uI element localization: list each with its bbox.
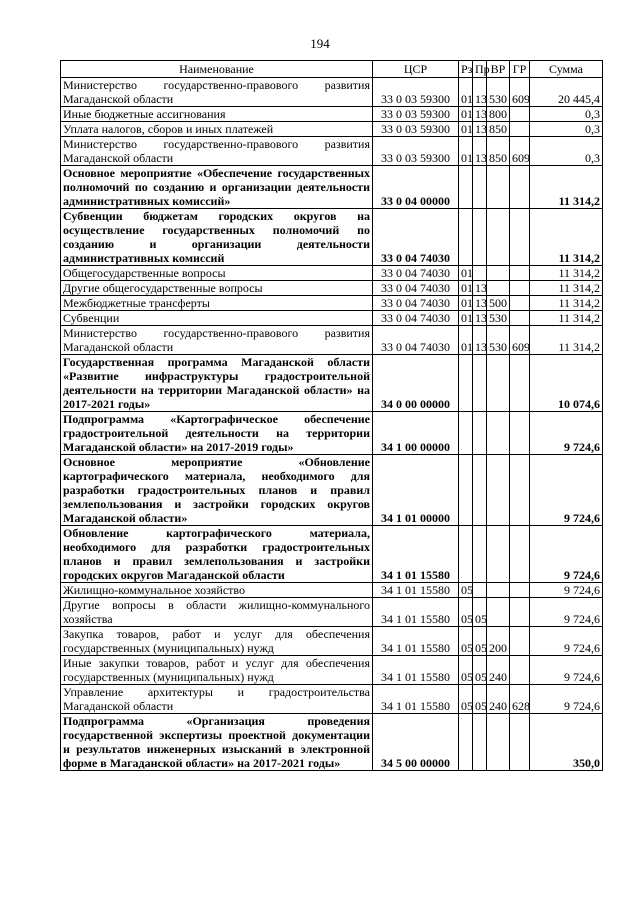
cell-rz [459, 714, 473, 771]
cell-csr: 33 0 04 00000 [373, 166, 459, 209]
cell-pr [473, 526, 487, 583]
cell-rz [459, 455, 473, 526]
cell-csr: 33 0 04 74030 [373, 281, 459, 296]
cell-pr: 13 [473, 122, 487, 137]
table-row [61, 598, 603, 627]
cell-sum: 20 445,4 [530, 78, 603, 107]
cell-sum: 10 074,6 [530, 355, 603, 412]
cell-pr [473, 166, 487, 209]
cell-gr [510, 714, 530, 771]
cell-csr: 34 1 01 15580 [373, 598, 459, 627]
cell-sum: 9 724,6 [530, 412, 603, 455]
cell-rz: 01 [459, 296, 473, 311]
cell-sum: 350,0 [530, 714, 603, 771]
cell-pr: 13 [473, 281, 487, 296]
cell-sum: 9 724,6 [530, 656, 603, 685]
cell-pr: 05 [473, 656, 487, 685]
cell-rz [459, 166, 473, 209]
table-row [61, 122, 603, 137]
cell-name: Другие общегосударственные вопросы [61, 281, 373, 296]
cell-gr [510, 355, 530, 412]
header-rz: Рз [459, 61, 473, 78]
table-row [61, 455, 603, 526]
budget-table [60, 60, 603, 771]
cell-name: Управление архитектуры и градостроительства Магаданской области [61, 685, 373, 714]
cell-gr [510, 412, 530, 455]
cell-rz [459, 355, 473, 412]
cell-name: Основное мероприятие «Обеспечение государственных полномочий по созданию и организации деятельности административных комиссий» [61, 166, 373, 209]
cell-rz: 01 [459, 326, 473, 355]
cell-csr: 33 0 03 59300 [373, 137, 459, 166]
cell-rz: 01 [459, 266, 473, 281]
cell-sum: 11 314,2 [530, 326, 603, 355]
cell-vr [487, 598, 510, 627]
cell-vr: 800 [487, 107, 510, 122]
cell-pr: 05 [473, 685, 487, 714]
table-row [61, 326, 603, 355]
cell-sum: 9 724,6 [530, 526, 603, 583]
cell-vr [487, 526, 510, 583]
cell-rz: 05 [459, 685, 473, 714]
cell-sum: 0,3 [530, 107, 603, 122]
table-row [61, 137, 603, 166]
cell-gr: 609 [510, 78, 530, 107]
cell-rz: 01 [459, 122, 473, 137]
cell-vr [487, 583, 510, 598]
cell-gr [510, 107, 530, 122]
cell-pr: 13 [473, 326, 487, 355]
cell-sum: 0,3 [530, 122, 603, 137]
cell-gr [510, 598, 530, 627]
cell-csr: 34 1 01 15580 [373, 656, 459, 685]
header-vr: ВР [487, 61, 510, 78]
cell-name: Субвенции бюджетам городских округов на осуществление государственных полномочий по созданию и организации деятельности административных комиссий [61, 209, 373, 266]
table-row [61, 107, 603, 122]
cell-gr: 628 [510, 685, 530, 714]
cell-gr [510, 122, 530, 137]
cell-name: Жилищно-коммунальное хозяйство [61, 583, 373, 598]
cell-sum: 11 314,2 [530, 266, 603, 281]
cell-csr: 33 0 04 74030 [373, 326, 459, 355]
cell-gr [510, 311, 530, 326]
cell-csr: 33 0 03 59300 [373, 78, 459, 107]
table-row [61, 355, 603, 412]
cell-rz [459, 209, 473, 266]
cell-sum: 9 724,6 [530, 583, 603, 598]
cell-csr: 33 0 03 59300 [373, 107, 459, 122]
cell-csr: 34 1 01 15580 [373, 583, 459, 598]
cell-pr: 13 [473, 137, 487, 166]
cell-csr: 33 0 04 74030 [373, 296, 459, 311]
cell-pr [473, 455, 487, 526]
cell-pr [473, 266, 487, 281]
cell-vr: 240 [487, 685, 510, 714]
cell-sum: 9 724,6 [530, 598, 603, 627]
cell-name: Государственная программа Магаданской области «Развитие инфраструктуры градостроительной деятельности на территории Магаданской области» на 2017-2021 годы» [61, 355, 373, 412]
table-row [61, 296, 603, 311]
cell-csr: 34 1 00 00000 [373, 412, 459, 455]
cell-name: Закупка товаров, работ и услуг для обеспечения государственных (муниципальных) нужд [61, 627, 373, 656]
cell-pr [473, 412, 487, 455]
cell-vr [487, 355, 510, 412]
cell-csr: 34 5 00 00000 [373, 714, 459, 771]
cell-gr [510, 266, 530, 281]
cell-sum: 11 314,2 [530, 296, 603, 311]
cell-gr [510, 209, 530, 266]
cell-sum: 9 724,6 [530, 455, 603, 526]
table-row [61, 166, 603, 209]
cell-gr [510, 627, 530, 656]
cell-csr: 34 1 01 15580 [373, 526, 459, 583]
cell-name: Подпрограмма «Картографическое обеспечение градостроительной деятельности на территории Магаданской области» на 2017-2019 годы» [61, 412, 373, 455]
table-row [61, 281, 603, 296]
cell-vr: 530 [487, 326, 510, 355]
table-header-row [61, 61, 603, 78]
cell-name: Министерство государственно-правового развития Магаданской области [61, 326, 373, 355]
cell-vr: 530 [487, 78, 510, 107]
table-row [61, 412, 603, 455]
cell-name: Иные закупки товаров, работ и услуг для обеспечения государственных (муниципальных) нужд [61, 656, 373, 685]
cell-rz: 01 [459, 281, 473, 296]
cell-pr: 13 [473, 311, 487, 326]
cell-vr [487, 412, 510, 455]
cell-pr [473, 355, 487, 412]
cell-sum: 11 314,2 [530, 311, 603, 326]
table-row [61, 311, 603, 326]
cell-rz: 01 [459, 78, 473, 107]
cell-gr [510, 281, 530, 296]
cell-name: Субвенции [61, 311, 373, 326]
cell-rz: 05 [459, 583, 473, 598]
cell-csr: 34 1 01 00000 [373, 455, 459, 526]
cell-gr [510, 296, 530, 311]
cell-name: Межбюджетные трансферты [61, 296, 373, 311]
cell-pr: 13 [473, 107, 487, 122]
cell-pr: 05 [473, 627, 487, 656]
cell-name: Уплата налогов, сборов и иных платежей [61, 122, 373, 137]
header-sum: Сумма [530, 61, 603, 78]
cell-name: Общегосударственные вопросы [61, 266, 373, 281]
cell-sum: 9 724,6 [530, 685, 603, 714]
header-name: Наименование [61, 61, 373, 78]
cell-csr: 33 0 04 74030 [373, 311, 459, 326]
cell-vr: 500 [487, 296, 510, 311]
table-row [61, 714, 603, 771]
table-row [61, 526, 603, 583]
cell-vr: 850 [487, 122, 510, 137]
cell-vr [487, 266, 510, 281]
table-row [61, 583, 603, 598]
cell-vr: 240 [487, 656, 510, 685]
cell-sum: 11 314,2 [530, 281, 603, 296]
cell-vr [487, 281, 510, 296]
cell-sum: 9 724,6 [530, 627, 603, 656]
cell-name: Основное мероприятие «Обновление картографического материала, необходимого для разработки градостроительных планов и правил землепользования и застройки городских округов Магаданской области» [61, 455, 373, 526]
cell-pr: 13 [473, 78, 487, 107]
cell-gr: 609 [510, 137, 530, 166]
cell-name: Министерство государственно-правового развития Магаданской области [61, 78, 373, 107]
cell-gr: 609 [510, 326, 530, 355]
cell-rz: 01 [459, 107, 473, 122]
cell-sum: 0,3 [530, 137, 603, 166]
cell-vr: 850 [487, 137, 510, 166]
cell-name: Другие вопросы в области жилищно-коммунального хозяйства [61, 598, 373, 627]
cell-pr [473, 583, 487, 598]
table-row [61, 209, 603, 266]
cell-rz: 05 [459, 656, 473, 685]
cell-gr [510, 166, 530, 209]
cell-pr [473, 714, 487, 771]
cell-gr [510, 455, 530, 526]
header-csr: ЦСР [373, 61, 459, 78]
cell-rz: 05 [459, 627, 473, 656]
page-number: 194 [310, 36, 330, 51]
cell-csr: 34 1 01 15580 [373, 627, 459, 656]
cell-csr: 34 0 00 00000 [373, 355, 459, 412]
cell-name: Министерство государственно-правового развития Магаданской области [61, 137, 373, 166]
cell-vr: 530 [487, 311, 510, 326]
cell-csr: 33 0 04 74030 [373, 266, 459, 281]
cell-name: Обновление картографического материала, необходимого для разработки градостроительных планов и правил землепользования и застройки городских округов Магаданской области [61, 526, 373, 583]
cell-pr: 05 [473, 598, 487, 627]
table-row [61, 627, 603, 656]
cell-rz [459, 412, 473, 455]
header-gr: ГР [510, 61, 530, 78]
cell-gr [510, 656, 530, 685]
cell-pr: 13 [473, 296, 487, 311]
cell-csr: 33 0 04 74030 [373, 209, 459, 266]
table-body [61, 78, 603, 771]
header-pr: Пр [473, 61, 487, 78]
table-row [61, 685, 603, 714]
cell-gr [510, 583, 530, 598]
cell-rz: 05 [459, 598, 473, 627]
cell-gr [510, 526, 530, 583]
cell-rz [459, 526, 473, 583]
cell-vr [487, 166, 510, 209]
cell-csr: 34 1 01 15580 [373, 685, 459, 714]
table-row [61, 266, 603, 281]
table-row [61, 656, 603, 685]
cell-vr [487, 455, 510, 526]
cell-pr [473, 209, 487, 266]
cell-csr: 33 0 03 59300 [373, 122, 459, 137]
table-row [61, 78, 603, 107]
cell-sum: 11 314,2 [530, 209, 603, 266]
cell-vr [487, 714, 510, 771]
cell-name: Иные бюджетные ассигнования [61, 107, 373, 122]
cell-vr: 200 [487, 627, 510, 656]
cell-vr [487, 209, 510, 266]
cell-name: Подпрограмма «Организация проведения государственной экспертизы проектной документации и результатов инженерных изысканий в электронной форме в Магаданской области» на 2017-2021 годы» [61, 714, 373, 771]
cell-rz: 01 [459, 311, 473, 326]
cell-rz: 01 [459, 137, 473, 166]
cell-sum: 11 314,2 [530, 166, 603, 209]
